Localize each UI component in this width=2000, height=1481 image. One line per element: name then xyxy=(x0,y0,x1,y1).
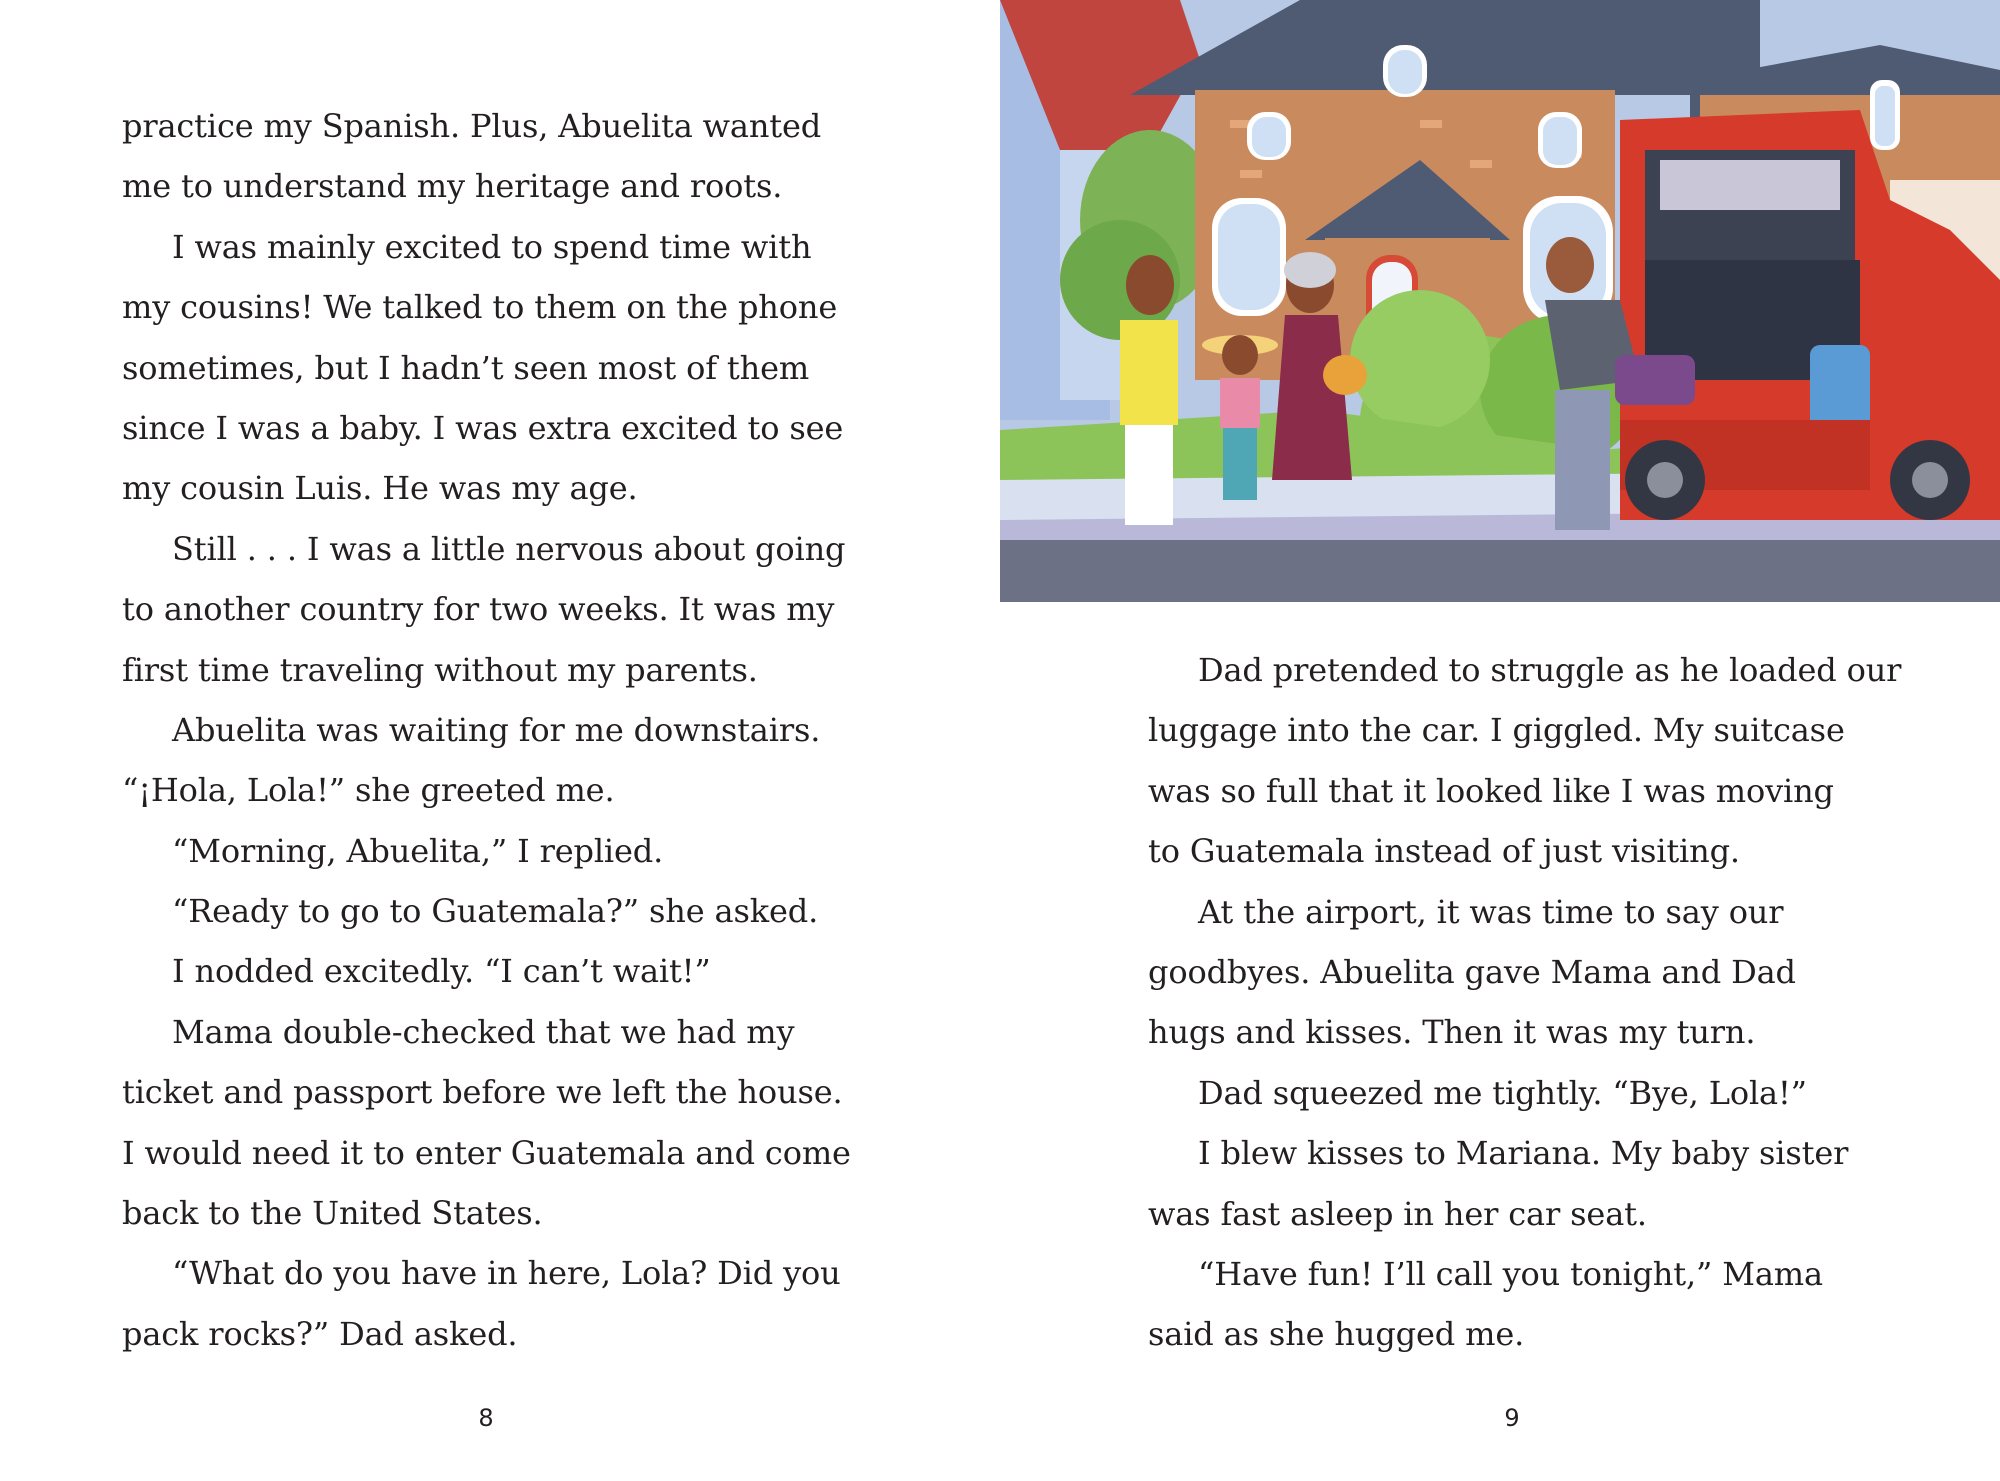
text-line: pack rocks?” Dad asked. xyxy=(122,1314,518,1353)
text-line: “¡Hola, Lola!” she greeted me. xyxy=(122,771,615,810)
text-line: I would need it to enter Guatemala and come xyxy=(122,1133,851,1172)
text-line: Abuelita was waiting for me downstairs. xyxy=(172,710,821,749)
text-line: sometimes, but I hadn’t seen most of them xyxy=(122,348,810,387)
text-line: Dad pretended to struggle as he loaded our xyxy=(1198,651,1902,689)
text-line: was so full that it looked like I was moving xyxy=(1148,771,1834,810)
text-line: “Morning, Abuelita,” I replied. xyxy=(172,831,664,870)
text-line: said as she hugged me. xyxy=(1148,1315,1525,1354)
text-line: me to understand my heritage and roots. xyxy=(122,167,783,206)
text-line: to another country for two weeks. It was my xyxy=(122,590,835,629)
text-line: At the airport, it was time to say our xyxy=(1198,892,1784,931)
text-line: “Ready to go to Guatemala?” she asked. xyxy=(172,892,819,931)
page-number: 9 xyxy=(1504,1404,1520,1432)
text-line: Dad squeezed me tightly. “Bye, Lola!” xyxy=(1198,1073,1807,1112)
right-page-text xyxy=(1148,640,1908,1365)
text-line: I was mainly excited to spend time with xyxy=(172,227,812,266)
text-line: “Have fun! I’ll call you tonight,” Mama xyxy=(1198,1254,1823,1293)
text-line: hugs and kisses. Then it was my turn. xyxy=(1148,1013,1756,1052)
left-page-text xyxy=(122,96,851,1364)
right-page xyxy=(1000,0,2000,1481)
page-number: 8 xyxy=(478,1404,494,1432)
text-line: back to the United States. xyxy=(122,1194,543,1233)
family-loading-car-illustration xyxy=(1000,0,2000,602)
text-line: to Guatemala instead of just visiting. xyxy=(1148,832,1740,871)
text-line: ticket and passport before we left the house. xyxy=(122,1073,843,1112)
text-line: I nodded excitedly. “I can’t wait!” xyxy=(172,952,711,991)
text-line: luggage into the car. I giggled. My suitcase xyxy=(1148,711,1845,750)
text-line: first time traveling without my parents. xyxy=(122,650,758,689)
text-line: my cousin Luis. He was my age. xyxy=(122,469,638,508)
text-line: “What do you have in here, Lola? Did you xyxy=(172,1254,841,1293)
text-line: Mama double-checked that we had my xyxy=(172,1012,795,1051)
text-line: goodbyes. Abuelita gave Mama and Dad xyxy=(1148,952,1796,991)
text-line: my cousins! We talked to them on the phone xyxy=(122,288,838,327)
text-line: was fast asleep in her car seat. xyxy=(1148,1194,1647,1233)
text-line: practice my Spanish. Plus, Abuelita wanted xyxy=(122,107,822,145)
text-line: I blew kisses to Mariana. My baby sister xyxy=(1198,1134,1849,1173)
text-line: Still . . . I was a little nervous about going xyxy=(172,529,846,568)
text-line: since I was a baby. I was extra excited to see xyxy=(122,408,844,447)
